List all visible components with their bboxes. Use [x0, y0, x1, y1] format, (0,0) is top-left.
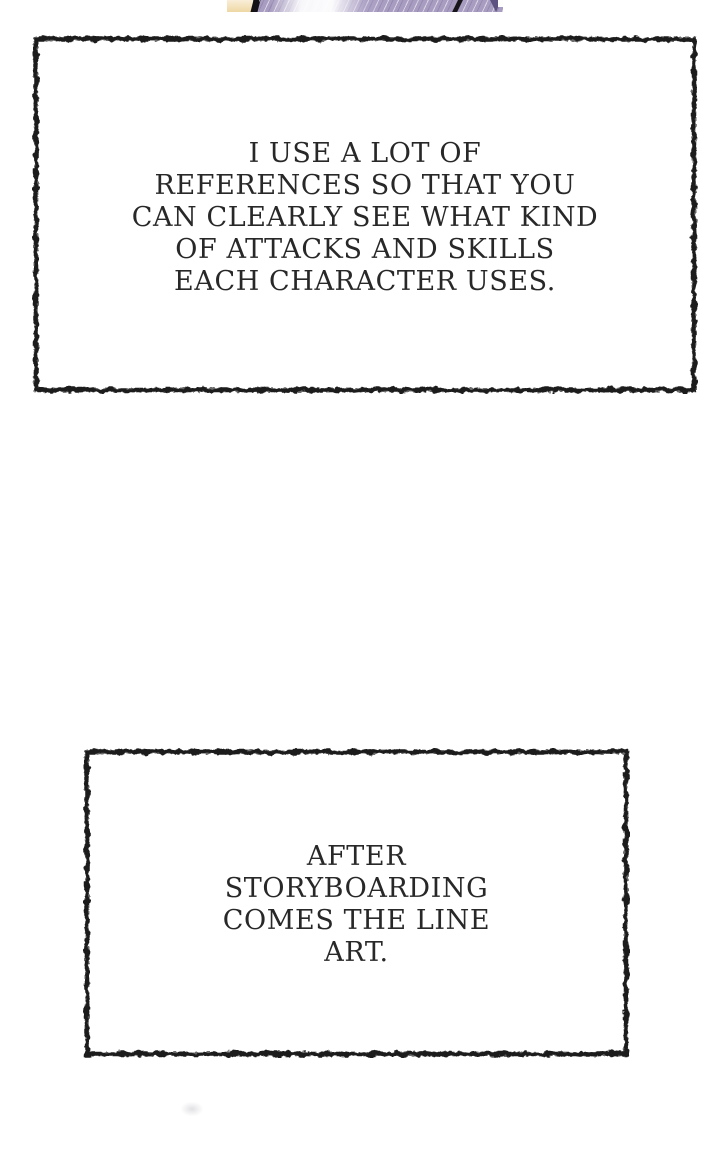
caption-line: EACH CHARACTER USES.: [174, 265, 556, 297]
caption-text-1: [32, 35, 698, 394]
caption-text-2: [83, 748, 630, 1058]
caption-line: OF ATTACKS AND SKILLS: [175, 233, 555, 265]
faint-pencil-smudge: [181, 1102, 203, 1116]
caption-line: REFERENCES SO THAT YOU: [154, 169, 576, 201]
caption-box-1: [32, 35, 698, 394]
caption-line: I USE A LOT OF: [248, 137, 482, 169]
caption-box-2: [83, 748, 630, 1058]
previous-panel-art-fragment: [227, 0, 503, 12]
caption-line: ART.: [324, 937, 389, 968]
caption-line: COMES THE LINE: [222, 905, 491, 936]
caption-line: STORYBOARDING: [224, 873, 489, 904]
panel-white-tip: [498, 0, 503, 7]
caption-line: CAN CLEARLY SEE WHAT KIND: [131, 201, 599, 233]
caption-line: AFTER: [306, 841, 407, 872]
